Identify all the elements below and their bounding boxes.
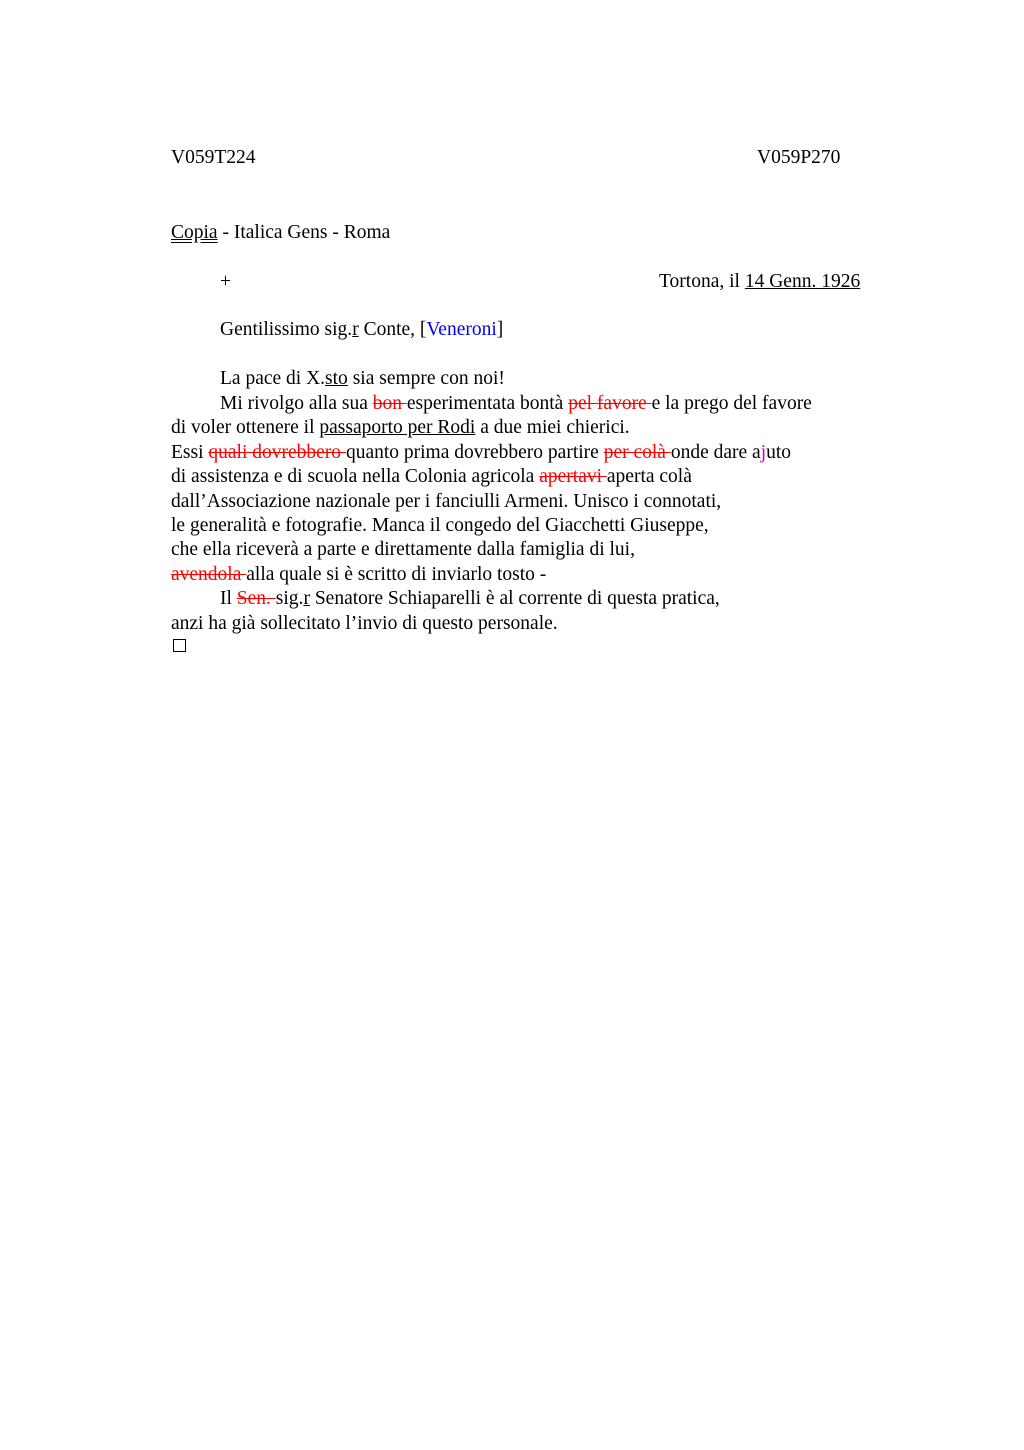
deleted-text: Sen.: [236, 588, 276, 609]
text-run: di voler ottenere il: [171, 417, 320, 438]
body-line-9: [171, 563, 546, 587]
body-line-4: [171, 441, 791, 465]
text-run: sia sempre con noi!: [347, 368, 505, 389]
salutation-bracket: ]: [496, 319, 504, 340]
text-run: Senatore Schiaparelli è al corrente di questa pratica,: [309, 588, 720, 609]
salutation-text-2: Conte, [: [358, 319, 427, 340]
cross-symbol: +: [220, 271, 231, 292]
body-line-11: anzi ha già sollecitato l’invio di questo personale.: [171, 613, 558, 634]
text-run: Essi: [171, 442, 209, 463]
date-prefix: Tortona, il: [659, 271, 745, 292]
deleted-text: apertavi: [539, 466, 607, 487]
deleted-text: avendola: [171, 564, 247, 585]
end-of-document-box-icon: [173, 639, 186, 652]
abbrev-underlined: r: [303, 588, 310, 609]
text-run: aperta colà: [606, 466, 692, 487]
recipient-text: - Italica Gens - Roma: [217, 222, 391, 243]
body-line-7: le generalità e fotografie. Manca il congedo del Giacchetti Giuseppe,: [171, 515, 709, 536]
body-line-6: dall’Associazione nazionale per i fanciulli Armeni. Unisco i connotati,: [171, 491, 722, 512]
text-run: Il: [220, 588, 237, 609]
text-run: alla quale si è scritto di inviarlo tosto -: [246, 564, 547, 585]
abbrev-underlined: sto: [325, 368, 348, 389]
body-line-5: [171, 465, 692, 489]
deleted-text: pel favore: [568, 393, 652, 414]
body-line-1: [220, 367, 505, 391]
text-run: di assistenza e di scuola nella Colonia agricola: [171, 466, 540, 487]
deleted-text: bon: [372, 393, 407, 414]
salutation-superscript: r: [352, 319, 359, 340]
text-run: uto: [766, 442, 792, 463]
deleted-text: per colà: [603, 442, 671, 463]
body-line-8: che ella riceverà a parte e direttamente dalla famiglia di lui,: [171, 539, 635, 560]
text-run: a due miei chierici.: [475, 417, 630, 438]
text-run: sig.: [275, 588, 304, 609]
text-run: La pace di X.: [220, 368, 326, 389]
text-run: quanto prima dovrebbero partire: [345, 442, 604, 463]
copia-label: Copia: [171, 222, 218, 243]
salutation: [220, 318, 503, 342]
text-run: Mi rivolgo alla sua: [220, 393, 373, 414]
header-right-code: V059P270: [757, 147, 841, 168]
date-line: [659, 270, 860, 294]
body-line-3: [171, 416, 630, 440]
deleted-text: quali dovrebbero: [208, 442, 346, 463]
salutation-text: Gentilissimo sig.: [220, 319, 353, 340]
text-run: onde dare a: [670, 442, 761, 463]
date-value: 14 Genn. 1926: [744, 271, 861, 292]
body-line-10: [220, 587, 720, 611]
header-left-code: V059T224: [171, 147, 256, 168]
text-run: esperimentata bontà: [406, 393, 569, 414]
corrected-letter: j: [760, 442, 767, 463]
text-run: e la prego del favore: [651, 393, 812, 414]
editor-note-name: Veneroni: [426, 319, 497, 340]
underlined-text: passaporto per Rodi: [319, 417, 476, 438]
body-line-2: [220, 392, 812, 416]
recipient-line: [171, 221, 390, 245]
